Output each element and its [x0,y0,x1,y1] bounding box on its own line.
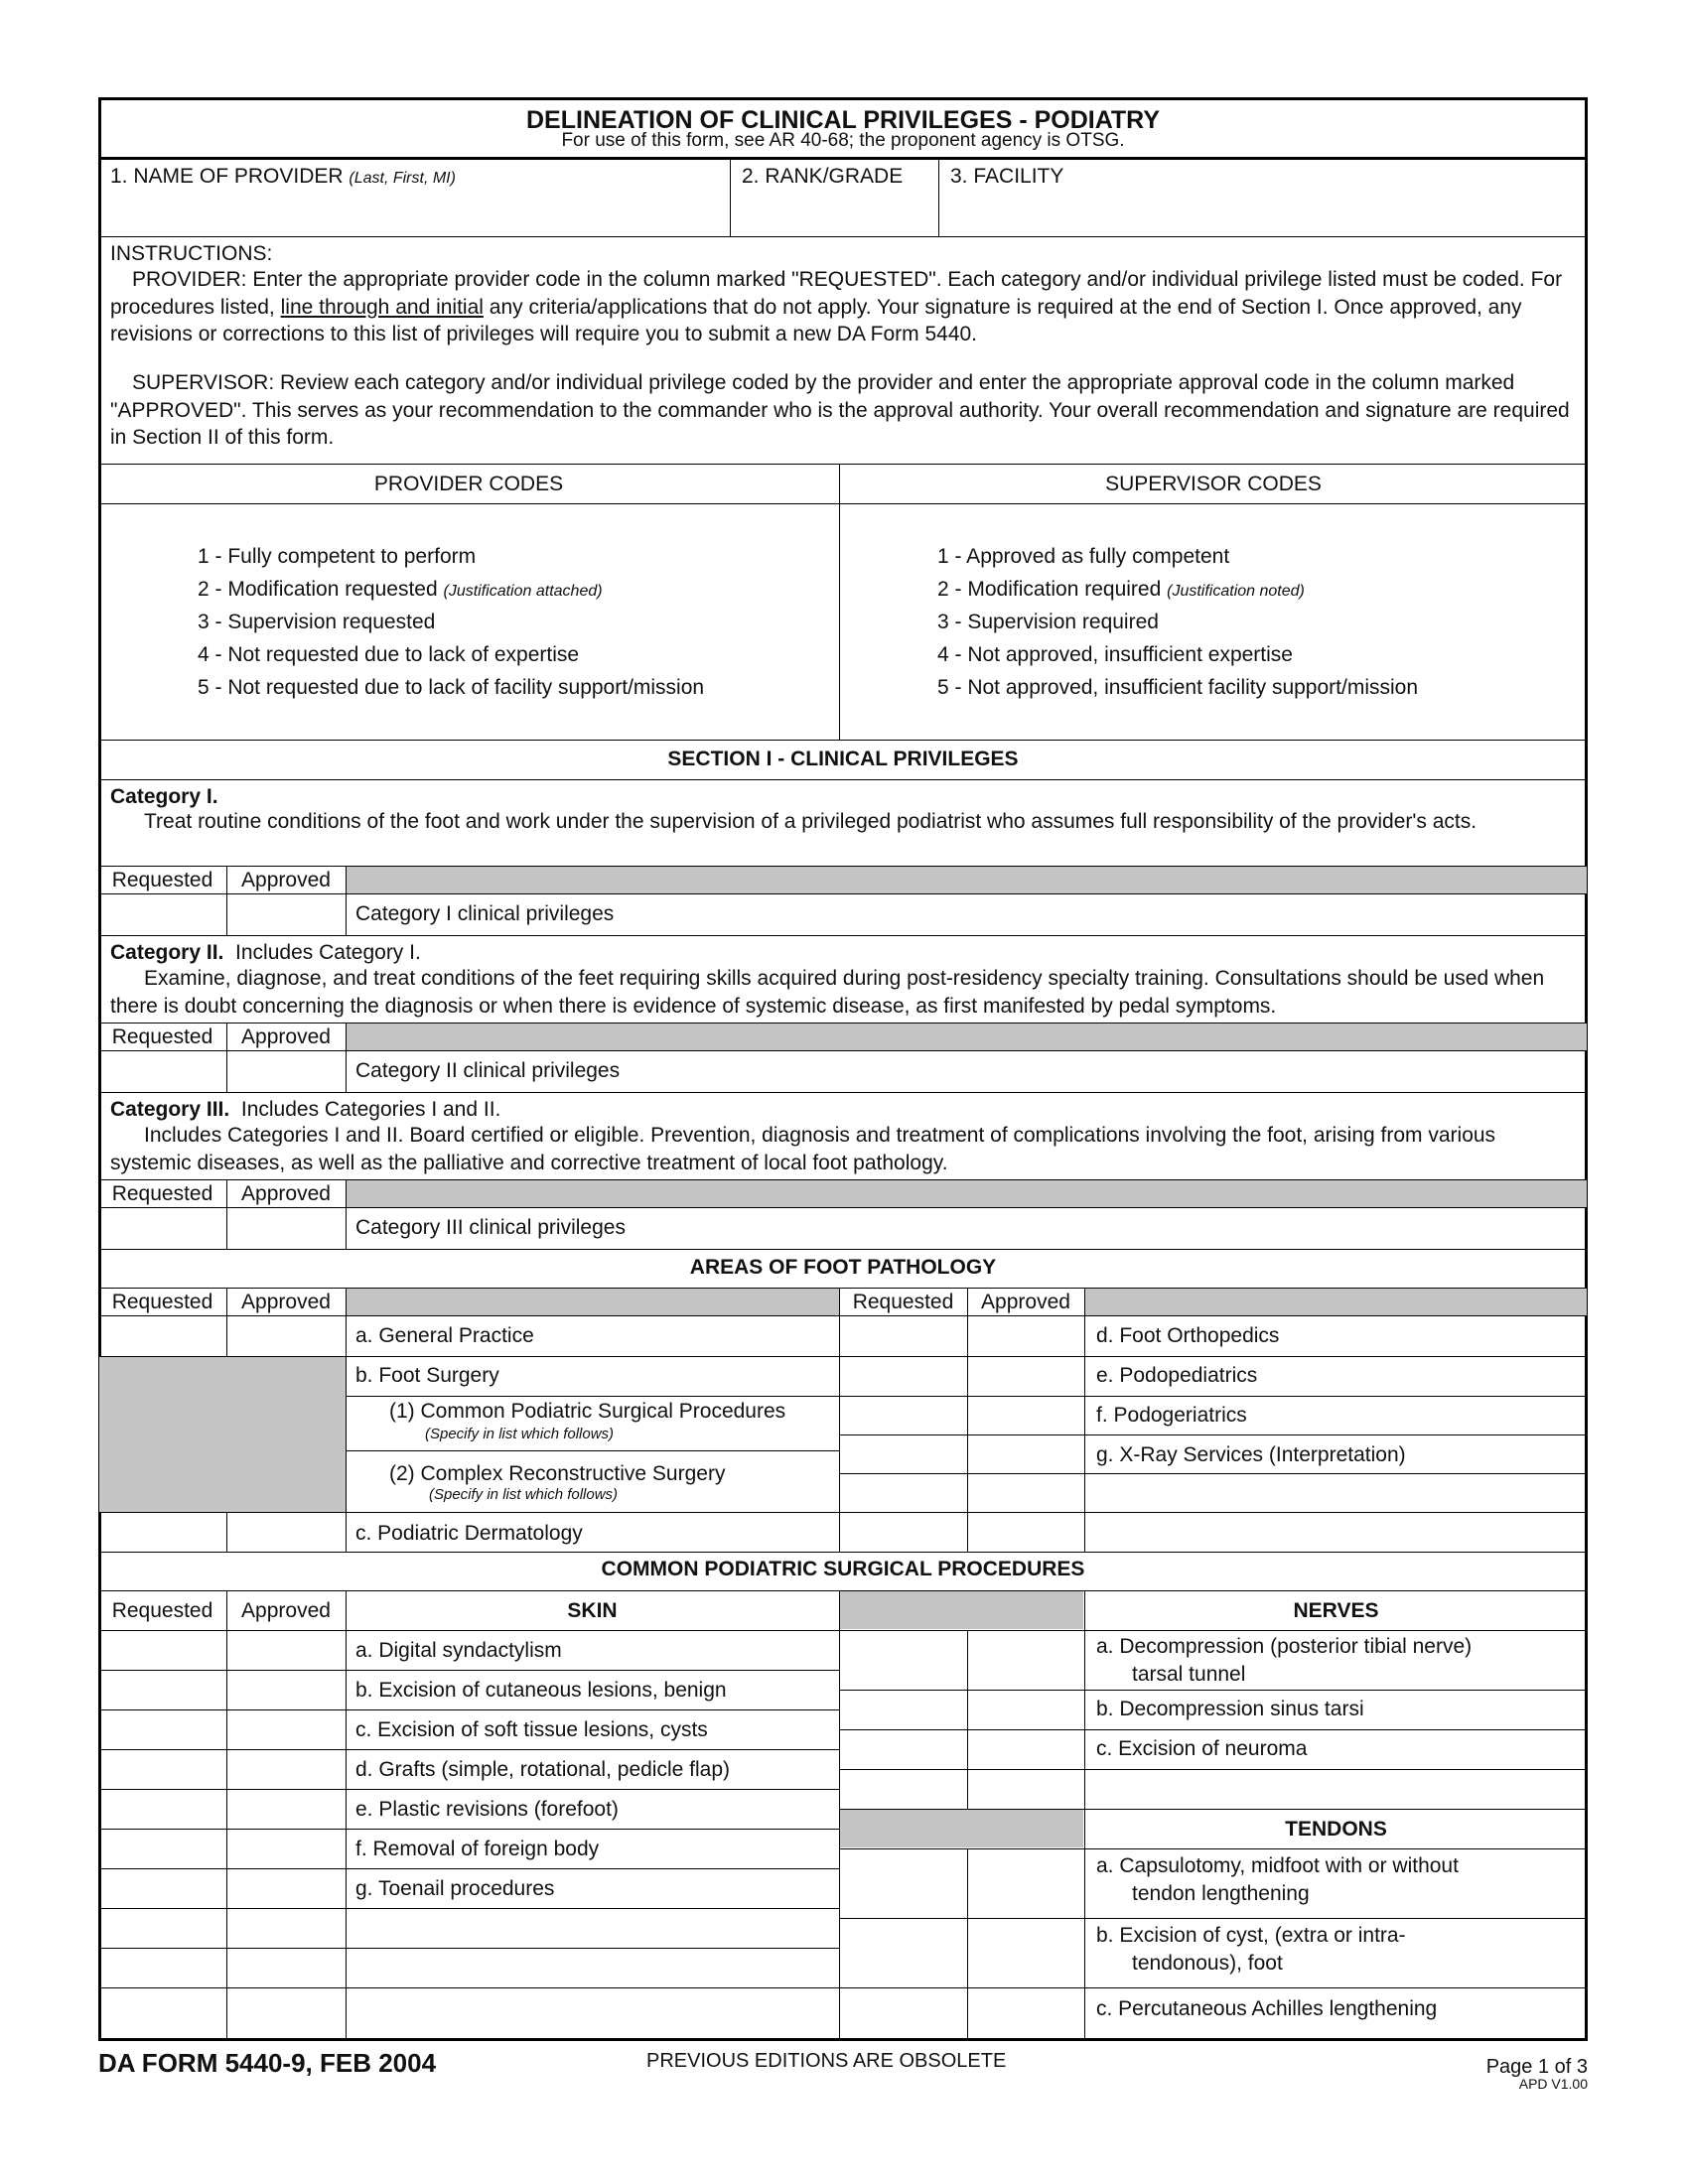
supervisor-code-4: 4 - Not approved, insufficient expertise [937,643,1293,666]
category-2-row-label: Category II clinical privileges [355,1059,621,1082]
category-3-requested-cell[interactable] [100,1209,224,1247]
podiatric-dermatology-requested-cell[interactable] [100,1514,224,1552]
area-podopediatrics: e. Podopediatrics [1096,1364,1258,1387]
form-version: APD V1.00 [1518,2076,1588,2092]
category-2-approved-cell[interactable] [228,1052,344,1090]
foot-orthopedics-requested-cell[interactable] [841,1317,965,1355]
nerves-item-a: a. Decompression (posterior tibial nerve) tarsal tunnel [1096,1635,1473,1686]
facility-label: 3. FACILITY [950,165,1064,188]
skin-a-approved-cell[interactable] [228,1632,344,1669]
category-1-row-label: Category I clinical privileges [355,902,615,925]
rank-grade-label: 2. RANK/GRADE [742,165,904,188]
area-foot-surgery: b. Foot Surgery [355,1364,499,1387]
skin-a-requested-cell[interactable] [100,1632,224,1669]
supervisor-code-5: 5 - Not approved, insufficient facility support/mission [937,676,1419,699]
approved-header: Approved [241,869,331,891]
skin-item-a: a. Digital syndactylism [355,1639,562,1662]
skin-item-d: d. Grafts (simple, rotational, pedicle flap) [355,1758,730,1781]
areas-heading: AREAS OF FOOT PATHOLOGY [689,1256,997,1279]
area-podiatric-dermatology: c. Podiatric Dermatology [355,1522,583,1545]
provider-code-3: 3 - Supervision requested [198,611,436,633]
section-1-heading: SECTION I - CLINICAL PRIVILEGES [667,748,1019,770]
category-1-description: Treat routine conditions of the foot and work under the supervision of a privileged podiatrist who assumes full responsibility of the provider's acts. [144,810,1477,833]
general-practice-approved-cell[interactable] [228,1317,344,1355]
skin-item-c: c. Excision of soft tissue lesions, cysts [355,1718,708,1741]
area-podogeriatrics: f. Podogeriatrics [1096,1404,1247,1427]
area-common-note: (Specify in list which follows) [425,1426,615,1442]
name-of-provider-label: 1. NAME OF PROVIDER (Last, First, MI) [110,165,456,188]
provider-code-5: 5 - Not requested due to lack of facility support/mission [198,676,705,699]
form-subtitle: For use of this form, see AR 40-68; the proponent agency is OTSG. [561,130,1125,151]
skin-item-f: f. Removal of foreign body [355,1838,600,1860]
provider-code-2: 2 - Modification requested (Justification attached) [198,578,603,601]
form-title: DELINEATION OF CLINICAL PRIVILEGES - PODIATRY [526,106,1160,134]
nerves-item-b: b. Decompression sinus tarsi [1096,1698,1364,1720]
supervisor-code-3: 3 - Supervision required [937,611,1159,633]
requested-header: Requested [111,1599,213,1622]
supervisor-instructions: SUPERVISOR: Review each category and/or individual privilege coded by the provider and enter the appropriate approval code in the column marked "APPROVED". This serves as your recommendation to the commander who is the approval authority. Your overall recommendation and signature are required in Section II of this form. [110,371,1570,449]
approved-header: Approved [241,1182,331,1205]
requested-header: Requested [111,1025,213,1048]
skin-item-b: b. Excision of cutaneous lesions, benign [355,1679,727,1702]
area-complex-reconstructive: (2) Complex Reconstructive Surgery [389,1462,726,1485]
skin-item-g: g. Toenail procedures [355,1877,555,1900]
area-xray-services: g. X-Ray Services (Interpretation) [1096,1443,1406,1466]
requested-header: Requested [852,1291,954,1313]
category-1-approved-cell[interactable] [228,895,344,933]
foot-orthopedics-approved-cell[interactable] [969,1317,1082,1355]
category-3-row-label: Category III clinical privileges [355,1216,626,1239]
podiatric-dermatology-approved-cell[interactable] [228,1514,344,1552]
category-3-approved-cell[interactable] [228,1209,344,1247]
procedures-heading: COMMON PODIATRIC SURGICAL PROCEDURES [601,1558,1085,1580]
approved-header: Approved [241,1599,331,1622]
obsolete-notice: PREVIOUS EDITIONS ARE OBSOLETE [646,2050,1007,2072]
area-complex-note: (Specify in list which follows) [429,1486,619,1503]
name-hint: (Last, First, MI) [349,170,456,187]
tendons-item-c: c. Percutaneous Achilles lengthening [1096,1997,1438,2020]
form-id: DA FORM 5440-9, FEB 2004 [98,2048,437,2078]
provider-code-1: 1 - Fully competent to perform [198,545,477,568]
skin-item-e: e. Plastic revisions (forefoot) [355,1798,619,1821]
requested-header: Requested [111,1182,213,1205]
category-2-title: Category II. Includes Category I. [110,941,421,964]
page-number: Page 1 of 3 [1485,2056,1588,2078]
area-general-practice: a. General Practice [355,1324,534,1347]
skin-heading: SKIN [567,1599,618,1622]
requested-header: Requested [111,869,213,891]
instructions-heading: INSTRUCTIONS: [110,242,273,265]
approved-header: Approved [241,1025,331,1048]
category-3-description: Includes Categories I and II. Board certified or eligible. Prevention, diagnosis and treatment of complications involving the foot, arising from various systemic diseases, as well as the palliative and corrective treatment of local foot pathology. [110,1124,1496,1174]
approved-header: Approved [981,1291,1070,1313]
supervisor-code-1: 1 - Approved as fully competent [937,545,1230,568]
supervisor-codes-heading: SUPERVISOR CODES [1105,473,1322,495]
category-2-description: Examine, diagnose, and treat conditions of the feet requiring skills acquired during post-residency specialty training. Consultations should be used when there is doubt concerning the diagnosis or when there is evidence of systemic disease, as first manifested by pedal symptoms. [110,967,1545,1018]
tendons-heading: TENDONS [1285,1818,1387,1841]
provider-codes-heading: PROVIDER CODES [373,473,564,495]
nerves-heading: NERVES [1293,1599,1379,1622]
category-2-requested-cell[interactable] [100,1052,224,1090]
general-practice-requested-cell[interactable] [100,1317,224,1355]
provider-instructions: PROVIDER: Enter the appropriate provider code in the column marked "REQUESTED". Each category and/or individual privilege listed must be coded. For procedures listed, line through and initial any criteria/applications that do not apply. Your signature is required at the end of Section I. Once approved, any revisions or corrections to this list of privileges will require you to submit a new DA Form 5440. [110,268,1563,345]
supervisor-code-2: 2 - Modification required (Justification noted) [937,578,1305,601]
category-1-requested-cell[interactable] [100,895,224,933]
provider-code-4: 4 - Not requested due to lack of expertise [198,643,580,666]
requested-header: Requested [111,1291,213,1313]
area-common-podiatric-surgical: (1) Common Podiatric Surgical Procedures [389,1400,786,1423]
tendons-item-b: b. Excision of cyst, (extra or intra- tendonous), foot [1096,1924,1406,1975]
approved-header: Approved [241,1291,331,1313]
tendons-item-a: a. Capsulotomy, midfoot with or without tendon lengthening [1096,1854,1459,1905]
nerves-item-c: c. Excision of neuroma [1096,1737,1308,1760]
category-3-title: Category III. Includes Categories I and II. [110,1098,501,1121]
area-foot-orthopedics: d. Foot Orthopedics [1096,1324,1280,1347]
category-1-title: Category I. [110,785,218,808]
